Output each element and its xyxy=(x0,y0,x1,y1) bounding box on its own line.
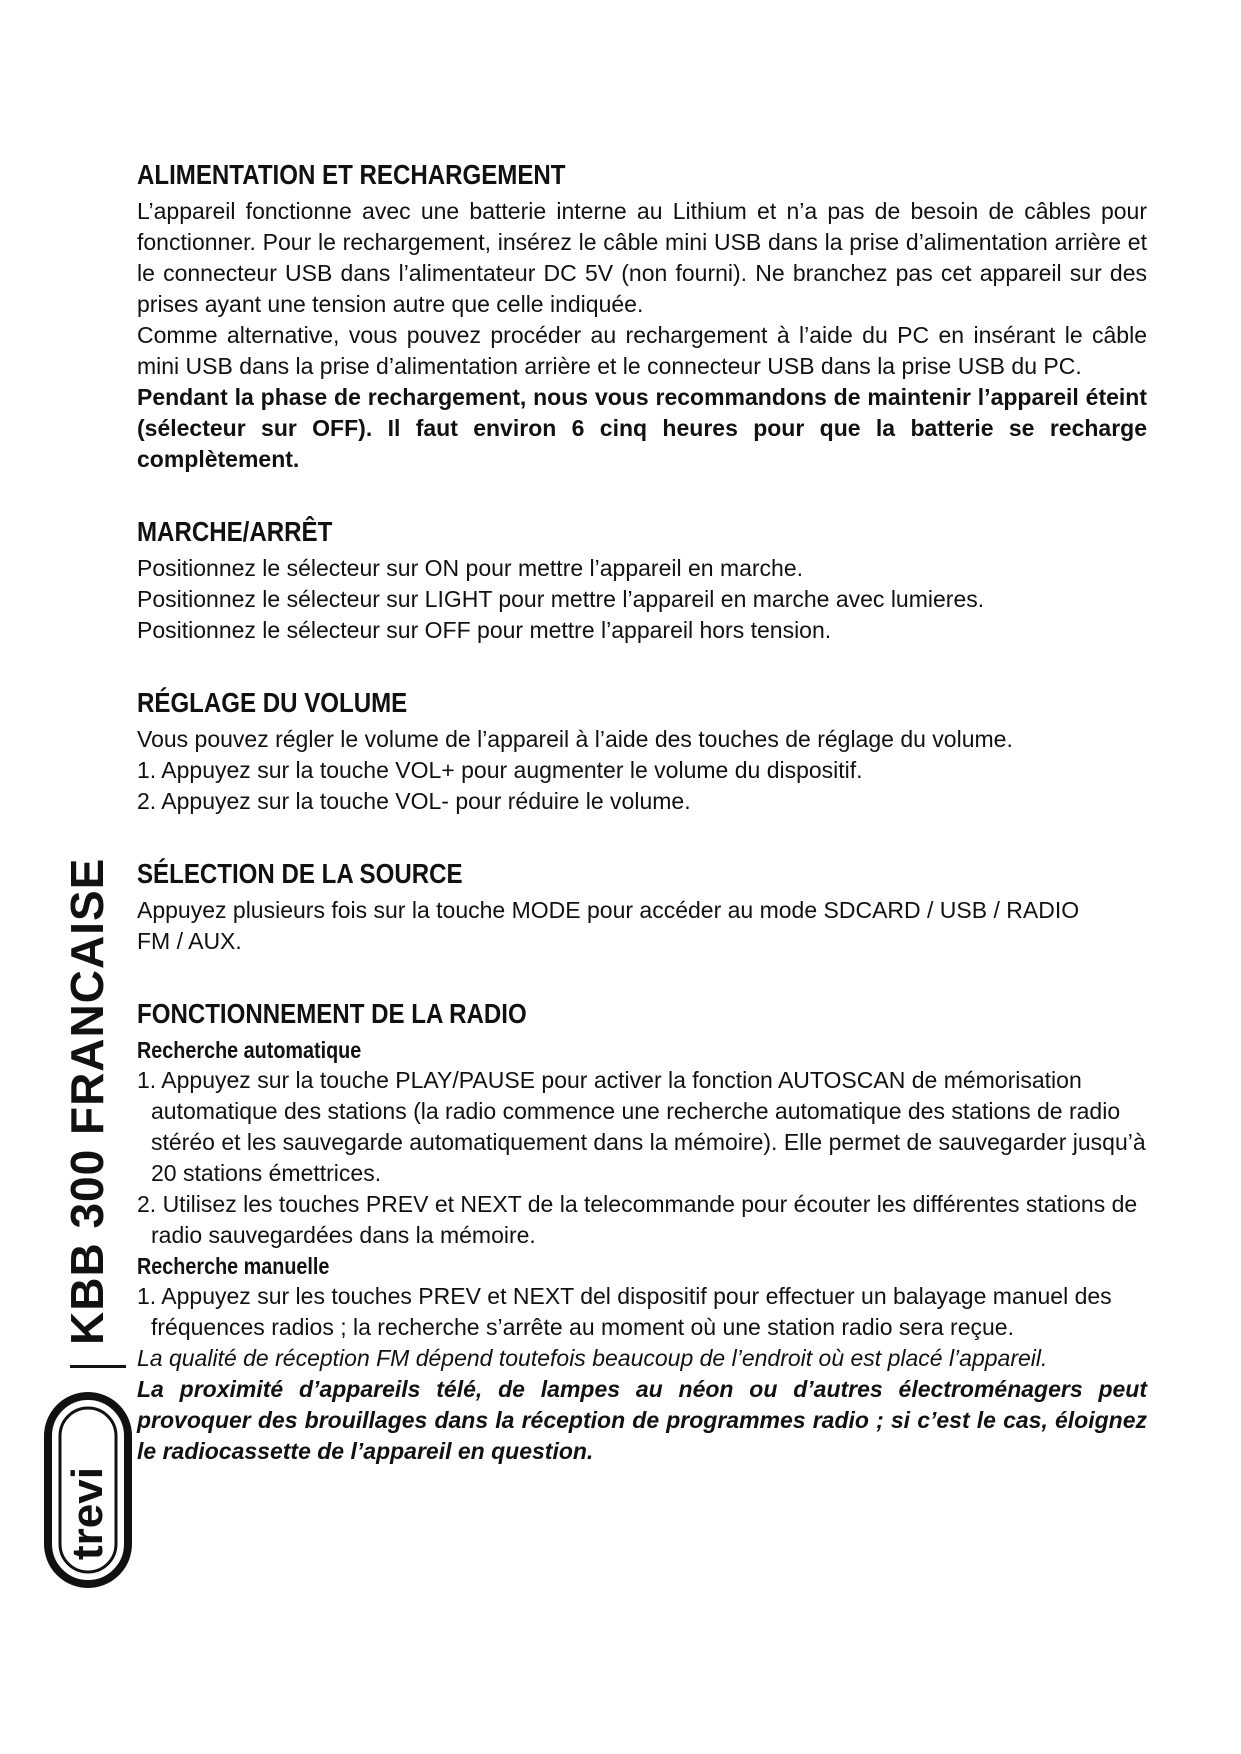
list-item: 1. Appuyez sur les touches PREV et NEXT del dispositif pour effectuer un balayage manuel des fréquences radios ; la recherche s’arrête au moment où une station radio sera reçue. xyxy=(137,1283,1112,1340)
subsection-title: Recherche manuelle xyxy=(137,1253,330,1279)
list-item: 2. Appuyez sur la touche VOL- pour réduire le volume. xyxy=(137,788,691,814)
warning-note: La proximité d’appareils télé, de lampes au néon ou d’autres électroménagers peut provoquer des brouillages dans la réception de programmes radio ; si c’est le cas, éloignez le radiocassette de l’appareil en question. xyxy=(137,1376,1147,1464)
list-item: 1. Appuyez sur la touche VOL+ pour augmenter le volume du dispositif. xyxy=(137,757,863,783)
section-source xyxy=(137,857,1147,957)
section-title: MARCHE/ARRÊT xyxy=(137,516,333,547)
logo-text: trevi xyxy=(63,1467,112,1560)
paragraph: Appuyez plusieurs fois sur la touche MODE pour accéder au mode SDCARD / USB / RADIO FM / AUX. xyxy=(137,897,1080,954)
trevi-logo-icon xyxy=(42,1390,134,1590)
warning-paragraph: Pendant la phase de rechargement, nous vous recommandons de maintenir l’appareil éteint (sélecteur sur OFF). Il faut environ 6 cinq heures pour que la batterie se recharge complètement. xyxy=(137,384,1147,472)
section-title: RÉGLAGE DU VOLUME xyxy=(137,687,408,718)
note: La qualité de réception FM dépend toutefois beaucoup de l’endroit où est placé l’appareil. xyxy=(137,1345,1048,1371)
section-power xyxy=(137,158,1147,475)
section-title: FONCTIONNEMENT DE LA RADIO xyxy=(137,998,527,1029)
paragraph: Comme alternative, vous pouvez procéder au rechargement à l’aide du PC en insérant le câble mini USB dans la prise d’alimentation arrière et le connecteur USB dans la prise USB du PC. xyxy=(137,322,1147,379)
paragraph: Vous pouvez régler le volume de l’appareil à l’aide des touches de réglage du volume. xyxy=(137,726,1013,752)
side-divider xyxy=(70,1365,126,1368)
list-item: 2. Utilisez les touches PREV et NEXT de la telecommande pour écouter les différentes stations de radio sauvegardées dans la mémoire. xyxy=(137,1191,1138,1248)
section-title: ALIMENTATION ET RECHARGEMENT xyxy=(137,159,566,190)
manual-content xyxy=(137,158,1147,1467)
side-title: KBB 300 FRANCAISE xyxy=(61,857,113,1345)
paragraph: L’appareil fonctionne avec une batterie interne au Lithium et n’a pas de besoin de câbles pour fonctionner. Pour le rechargement, insérez le câble mini USB dans la prise d’alimentation arrière et le connecteur USB dans l’alimentateur DC 5V (non fourni). Ne branchez pas cet appareil sur des prises ayant une tension autre que celle indiquée. xyxy=(137,198,1147,317)
section-volume xyxy=(137,686,1147,817)
paragraph: Positionnez le sélecteur sur LIGHT pour mettre l’appareil en marche avec lumieres. xyxy=(137,586,985,612)
subsection-title: Recherche automatique xyxy=(137,1037,362,1063)
section-onoff xyxy=(137,515,1147,646)
paragraph: Positionnez le sélecteur sur OFF pour mettre l’appareil hors tension. xyxy=(137,617,832,643)
paragraph: Positionnez le sélecteur sur ON pour mettre l’appareil en marche. xyxy=(137,555,804,581)
section-radio xyxy=(137,997,1147,1467)
list-item: 1. Appuyez sur la touche PLAY/PAUSE pour activer la fonction AUTOSCAN de mémorisation automatique des stations (la radio commence une recherche automatique des stations de radio stéréo et les sauvegarde automatiquement dans la mémoire). Elle permet de sauvegarder jusqu’à 20 stations émettrices. xyxy=(137,1067,1146,1186)
section-title: SÉLECTION DE LA SOURCE xyxy=(137,858,463,889)
